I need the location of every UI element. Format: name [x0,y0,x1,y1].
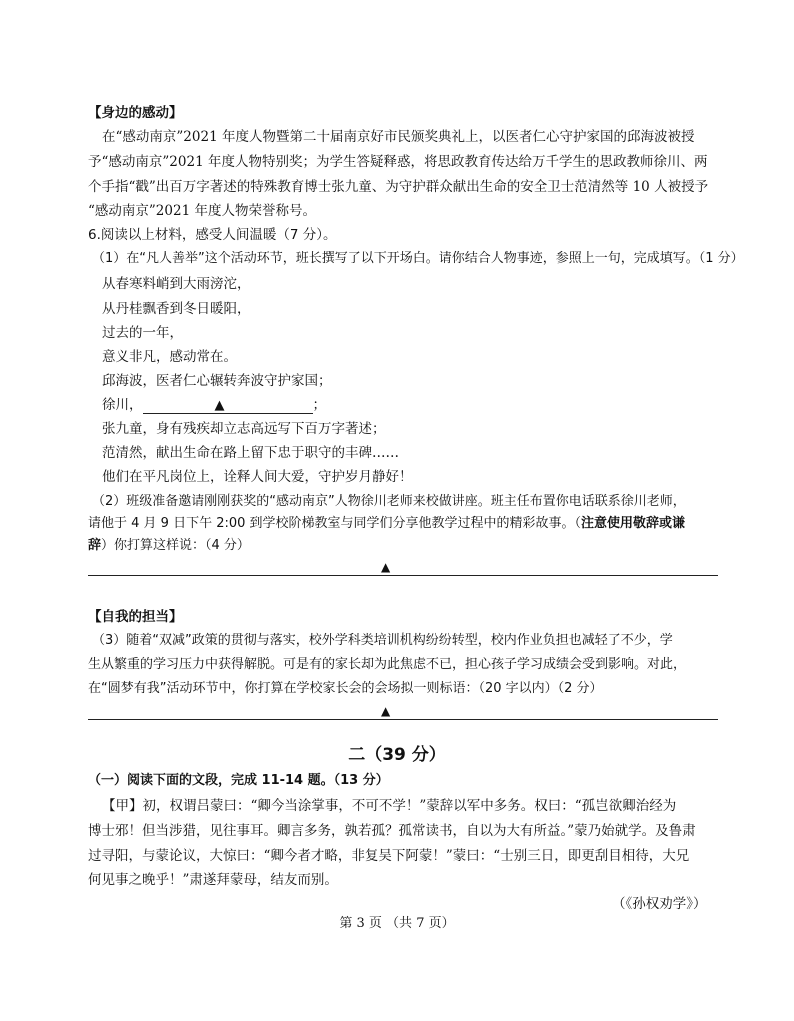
paragraph-line: 在“感动南京”2021 年度人物暨第二十届南京好市民颁奖典礼上，以医者仁心守护家国的邱海波被授 [102,129,695,145]
emphasis-note: 注意使用敬辞或谦 [581,516,686,531]
paragraph-line: “感动南京”2021 年度人物荣誉称号。 [88,203,316,219]
question-3-prompt-cont: 生从繁重的学习压力中获得解脱。可是有的家长却为此焦虑不已，担心孩子学习成绩会受到影响。对此， [88,657,687,672]
fill-blank-line [102,396,326,414]
blank-suffix: ； [312,397,326,413]
emphasis-note: 辞 [88,538,102,553]
poem-line: 过去的一年， [102,325,183,341]
poem-line: 从春寒料峭到大雨滂沱， [102,276,251,292]
answer-marker-icon: ▲ [214,398,225,413]
passage-line: 博士邪！但当涉猎，见往事耳。卿言多务，孰若孤？孤常读书，自以为大有所益。”蒙乃始就学。及鲁肃 [88,823,696,839]
answer-marker-icon: ▲ [381,560,391,574]
poem-line: 他们在平凡岗位上，诠释人间大爱，守护岁月静好！ [102,469,413,485]
reading-question-title: （一）阅读下面的文段，完成 11-14 题。（13 分） [88,773,389,788]
poem-line: 从丹桂飘香到冬日暖阳， [102,301,251,317]
page-footer: 第 3 页 （共 7 页） [339,916,455,931]
answer-marker-icon: ▲ [381,704,391,718]
paragraph-line: 予“感动南京”2021 年度人物特别奖；为学生答疑释惑，将思政教育传达给万千学生的思政教师徐川、两 [88,154,708,170]
answer-blank[interactable] [143,397,313,414]
question-6-2-prompt-cont: 请他于 4 月 9 日下午 2:00 到学校阶梯教室与同学们分享他教学过程中的精彩故事。（注意使用敬辞或谦 [88,516,686,531]
poem-line: 范清然，献出生命在路上留下忠于职守的丰碑…… [102,445,399,461]
paragraph-line: 个手指“戳”出百万字著述的特殊教育博士张九童、为守护群众献出生命的安全卫士范清然等 10 人被授予 [88,179,709,195]
question-3-prompt: （3）随着“双减”政策的贯彻与落实，校外学科类培训机构纷纷转型，校内作业负担也减轻了不少，学 [92,633,673,648]
answer-line[interactable] [88,575,718,576]
question-6-2-prompt: （2）班级准备邀请刚刚获奖的“感动南京”人物徐川老师来校做讲座。班主任布置你电话联系徐川老师， [92,494,686,509]
passage-line: 何见事之晚乎！”肃遂拜蒙母，结友而别。 [88,872,338,888]
question-6-2-prompt-end: 辞）你打算这样说：（4 分） [88,538,250,553]
poem-line: 张九童，身有残疾却立志高远写下百万字著述； [102,421,386,437]
question-3-prompt-end: 在“圆梦有我”活动环节中，你打算在学校家长会的会场拟一则标语：（20 字以内）（2 分） [88,681,603,696]
poem-line: 意义非凡，感动常在。 [102,349,237,365]
question-6-title: 6.阅读以上材料，感受人间温暖（7 分）。 [88,227,337,243]
blank-prefix: 徐川， [102,397,143,413]
passage-line: 过寻阳，与蒙论议，大惊曰：“卿今者才略，非复吴下阿蒙！”蒙曰：“士别三日，即更刮目相待，大兄 [88,848,690,864]
passage-line: 【甲】初，权谓吕蒙曰：“卿今当涂掌事，不可不学！”蒙辞以军中多务。权曰：“孤岂欲卿治经为 [102,798,677,814]
section-heading-responsibility: 【自我的担当】 [88,609,183,625]
answer-line[interactable] [88,719,718,720]
section-heading-touching: 【身边的感动】 [88,105,183,121]
part-title: 二（39 分） [348,745,446,765]
question-6-1-prompt: （1）在“凡人善举”这个活动环节，班长撰写了以下开场白。请你结合人物事迹，参照上一句，完成填写。（1 分） [92,251,744,266]
passage-source: （《孙权劝学》） [612,896,707,912]
poem-line: 邱海波，医者仁心辗转奔波守护家国； [102,373,332,389]
